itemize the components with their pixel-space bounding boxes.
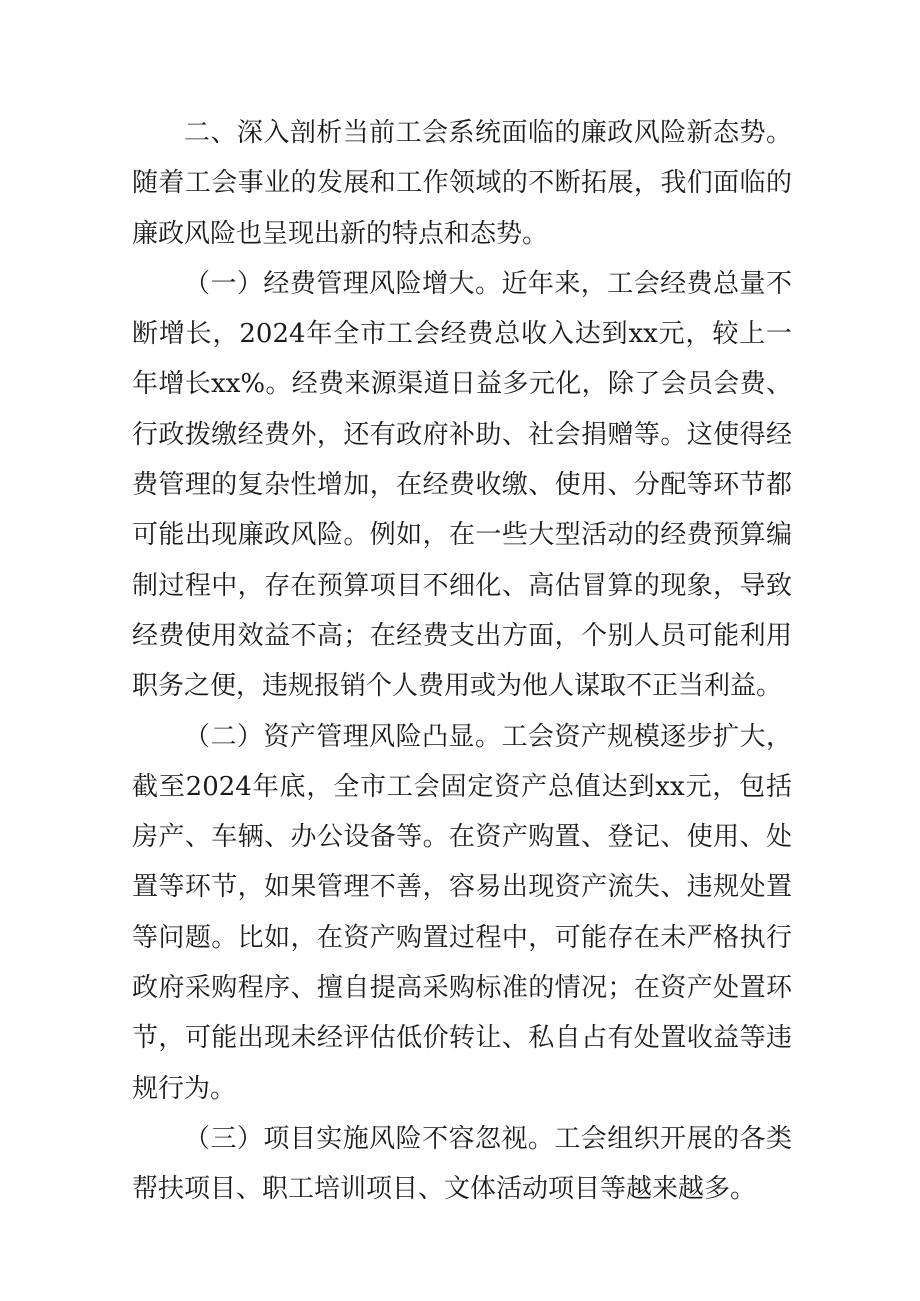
document-body	[132, 108, 792, 1215]
paragraph-project-risk: （三）项目实施风险不容忽视。工会组织开展的各类帮扶项目、职工培训项目、文体活动项目等越来越多。	[132, 1123, 792, 1205]
paragraph-section-two-heading: 二、深入剖析当前工会系统面临的廉政风险新态势。随着工会事业的发展和工作领域的不断拓展，我们面临的廉政风险也呈现出新的特点和态势。	[132, 118, 792, 249]
paragraph-asset-risk: （二）资产管理风险凸显。工会资产规模逐步扩大，截至2024年底，全市工会固定资产总值达到xx元，包括房产、车辆、办公设备等。在资产购置、登记、使用、处置等环节，如果管理不善，容易出现资产流失、违规处置等问题。比如，在资产购置过程中，可能存在未严格执行政府采购程序、擅自提高采购标准的情况；在资产处置环节，可能出现未经评估低价转让、私自占有处置收益等违规行为。	[132, 721, 792, 1104]
paragraph-funding-risk: （一）经费管理风险增大。近年来，工会经费总量不断增长，2024年全市工会经费总收入达到xx元，较上一年增长xx%。经费来源渠道日益多元化，除了会员会费、行政拨缴经费外，还有政府补助、社会捐赠等。这使得经费管理的复杂性增加，在经费收缴、使用、分配等环节都可能出现廉政风险。例如，在一些大型活动的经费预算编制过程中，存在预算项目不细化、高估冒算的现象，导致经费使用效益不高；在经费支出方面，个别人员可能利用职务之便，违规报销个人费用或为他人谋取不正当利益。	[132, 268, 792, 702]
